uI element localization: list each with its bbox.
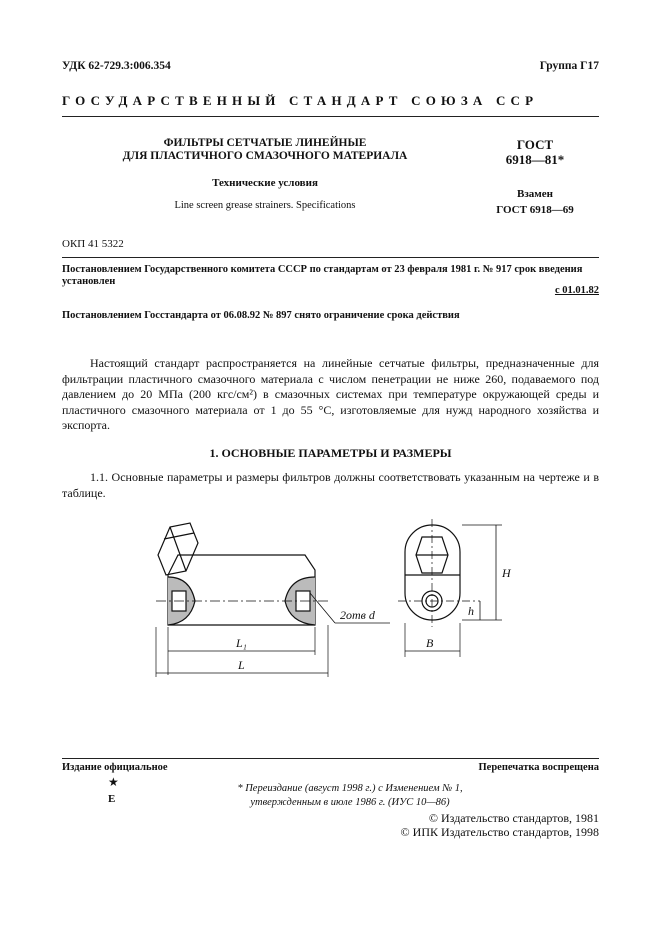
document-title	[100, 137, 430, 163]
divider-footer	[62, 758, 599, 759]
gost-label: ГОСТ	[516, 137, 554, 152]
decree-removal: Постановлением Госстандарта от 06.08.92 № 897 снято ограничение срока действия	[62, 310, 460, 321]
okp-code: ОКП 41 5322	[62, 238, 124, 250]
decree-date: с 01.01.82	[554, 285, 599, 296]
gost-number: 6918—81*	[505, 152, 565, 167]
label-L: L	[238, 658, 245, 672]
copyright-block	[401, 812, 599, 839]
filter-drawing	[150, 515, 530, 685]
document-subtitle: Технические условия	[212, 177, 318, 189]
english-title: Line screen grease strainers. Specifications	[174, 200, 356, 211]
standard-banner: ГОСУДАРСТВЕННЫЙ СТАНДАРТ СОЮЗА ССР	[62, 93, 539, 108]
label-B: B	[426, 636, 434, 650]
group-code: Группа Г17	[539, 60, 599, 72]
reprint-prohibited: Перепечатка воспрещена	[478, 762, 599, 773]
copyright-1998: © ИПК Издательство стандартов, 1998	[400, 824, 599, 839]
udk-code: УДК 62-729.3:006.354	[62, 60, 171, 72]
paragraph-1-1: 1.1. Основные параметры и размеры фильтров должны соответствовать указанным на чертеже и в таблице.	[62, 470, 599, 500]
replaces-number: ГОСТ 6918—69	[496, 204, 574, 216]
label-H: H	[502, 566, 511, 580]
reissue-note	[200, 782, 500, 810]
star-icon: ★	[108, 775, 119, 789]
section-1-title: 1. ОСНОВНЫЕ ПАРАМЕТРЫ И РАЗМЕРЫ	[209, 446, 452, 460]
decree-introduction: Постановлением Государственного комитета СССР по стандартам от 23 февраля 1981 г. № 917 срок введения установлен	[62, 264, 583, 287]
replaces-block	[470, 186, 600, 218]
label-holes: 2отв d	[340, 608, 375, 622]
divider-top	[62, 116, 599, 117]
copyright-1981: © Издательство стандартов, 1981	[428, 811, 599, 825]
reissue-line-2: утвержденным в июле 1986 г. (ИУС 10—86)	[250, 797, 450, 808]
reissue-line-1: * Переиздание (август 1998 г.) с Изменением № 1,	[237, 783, 463, 794]
title-line-2: ДЛЯ ПЛАСТИЧНОГО СМАЗОЧНОГО МАТЕРИАЛА	[122, 150, 408, 162]
divider-okp	[62, 257, 599, 258]
label-h: h	[468, 604, 474, 618]
intro-paragraph: Настоящий стандарт распространяется на линейные сетчатые фильтры, предназначенные для фильтрации пластичного смазочного материала с числом пенетрации не ниже 260, подаваемого под давлением до 20 МПа (200 кгс/см²) в смазочных системах при температуре окружающей среды и пластичного смазочного материала от 1 до 55 °С, изготовляемые для нужд народного хозяйства и экспорта.	[62, 356, 599, 432]
edition-mark: Е	[108, 793, 116, 805]
gost-number-block	[470, 137, 600, 167]
replaces-label: Взамен	[517, 188, 553, 200]
official-edition: Издание официальное	[62, 762, 168, 773]
title-line-1: ФИЛЬТРЫ СЕТЧАТЫЕ ЛИНЕЙНЫЕ	[163, 137, 367, 149]
label-L1: L₁	[236, 636, 247, 650]
